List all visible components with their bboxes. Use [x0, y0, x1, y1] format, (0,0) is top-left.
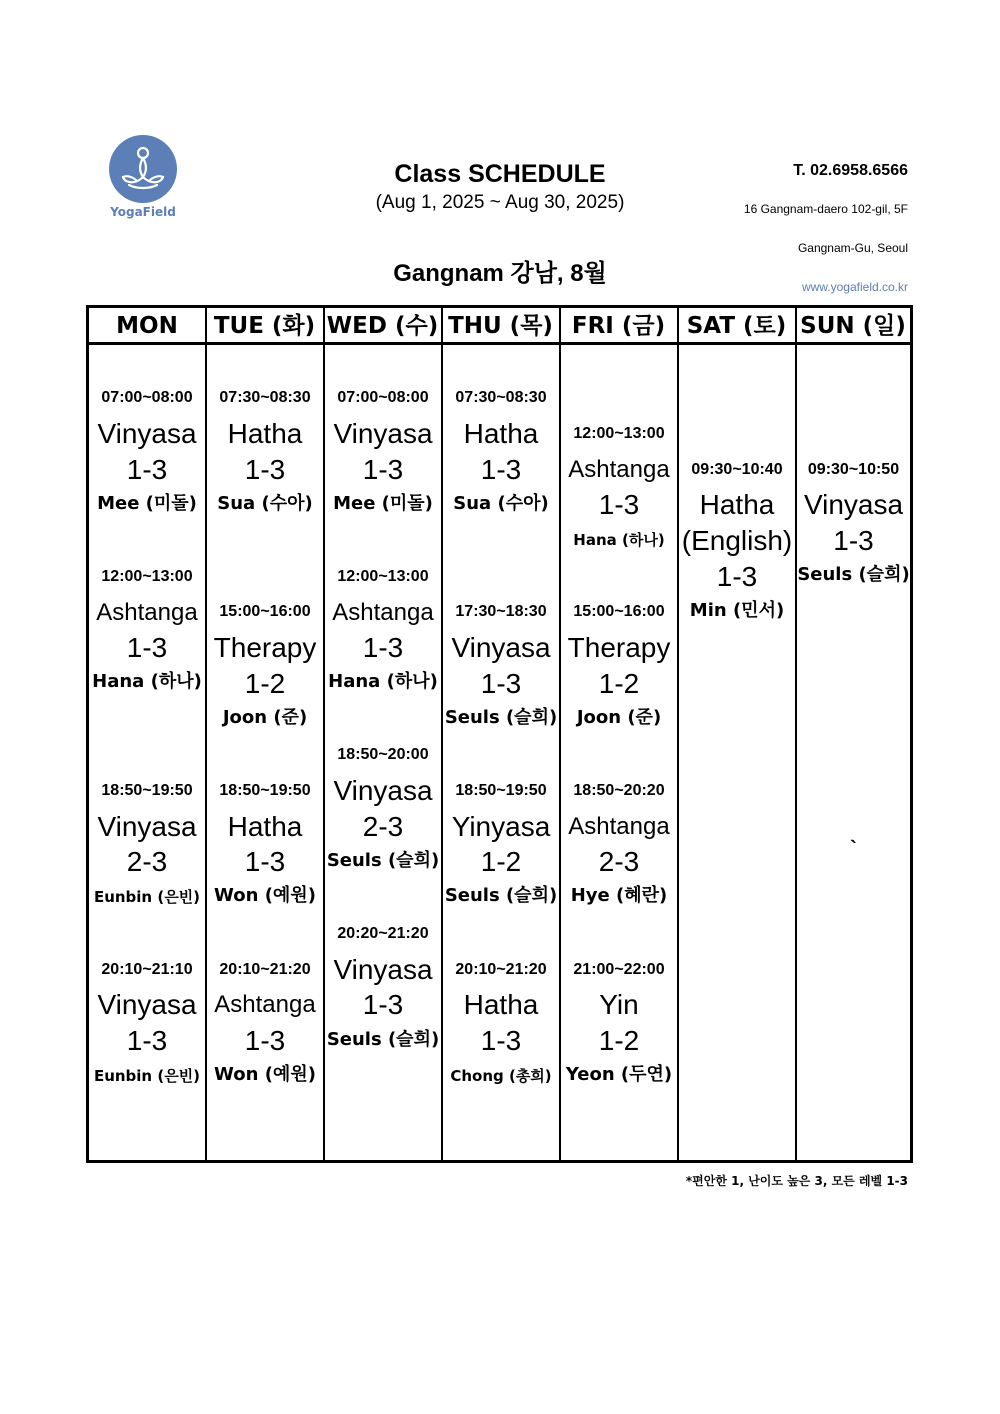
class-name: Vinyasa [803, 489, 904, 520]
class-time: 20:20~21:20 [337, 925, 429, 942]
class-instructor: Hana (하나) [328, 671, 438, 692]
phone-number: T. 02.6958.6566 [793, 162, 908, 179]
class-level: 1-3 [126, 454, 168, 485]
date-range: (Aug 1, 2025 ~ Aug 30, 2025) [375, 192, 625, 213]
class-level: 1-3 [480, 454, 522, 485]
class-level: 1-2 [598, 1025, 640, 1056]
class-name: Hatha [227, 811, 303, 842]
class-name: Ashtanga [214, 991, 316, 1018]
class-instructor: Seuls (슬희) [797, 564, 910, 585]
class-instructor: Joon (준) [576, 707, 662, 728]
class-name: Therapy [213, 632, 317, 663]
class-name: Vinyasa [333, 954, 433, 985]
class-instructor: Sua (수아) [217, 493, 313, 514]
class-time: 07:00~08:00 [101, 389, 193, 406]
class-instructor: Won (예원) [214, 885, 316, 906]
class-name: Ashtanga [332, 599, 434, 626]
class-level: 1-3 [126, 1025, 168, 1056]
class-time: 18:50~20:00 [337, 746, 429, 763]
class-name: Vinyasa [97, 989, 197, 1020]
class-time: 18:50~20:20 [573, 782, 665, 799]
address-line-2: Gangnam-Gu, Seoul [797, 241, 908, 255]
class-time: 12:00~13:00 [337, 568, 429, 585]
class-instructor: Hye (혜란) [570, 885, 668, 906]
class-name: Ashtanga [568, 813, 670, 840]
day-header-thu: THU (목) [448, 313, 553, 339]
class-time: 21:00~22:00 [573, 961, 665, 978]
class-time: 07:30~08:30 [219, 389, 311, 406]
class-level: 1-3 [716, 561, 758, 592]
class-name: Yinyasa [451, 811, 551, 842]
class-level: 1-3 [833, 525, 874, 556]
class-time: 15:00~16:00 [219, 603, 311, 620]
class-level: 2-3 [362, 811, 404, 842]
class-instructor: Hana (하나) [573, 531, 665, 549]
stray-mark: ` [850, 838, 857, 860]
class-instructor: Won (예원) [214, 1064, 316, 1085]
header-divider [89, 342, 910, 345]
class-level: 2-3 [126, 846, 168, 877]
level-footnote: *편안한 1, 난이도 높은 3, 모든 레벨 1-3 [685, 1174, 908, 1188]
column-divider [795, 308, 797, 1160]
class-name: Vinyasa [333, 775, 433, 806]
class-instructor: Hana (하나) [92, 671, 202, 692]
class-instructor: Joon (준) [222, 707, 308, 728]
address-line-1: 16 Gangnam-daero 102-gil, 5F [743, 202, 908, 216]
class-level: 1-2 [480, 846, 522, 877]
schedule-grid [86, 305, 913, 1163]
logo [100, 135, 186, 219]
class-instructor: Seuls (슬희) [326, 1029, 440, 1050]
class-name: Hatha [463, 989, 539, 1020]
column-divider [677, 308, 679, 1160]
class-time: 18:50~19:50 [219, 782, 311, 799]
class-time: 09:30~10:50 [807, 461, 900, 478]
day-header-wed: WED (수) [326, 313, 439, 339]
class-level: 2-3 [598, 846, 640, 877]
class-instructor: Min (민서) [689, 600, 785, 621]
class-time: 20:10~21:20 [455, 961, 547, 978]
class-name: Vinyasa [333, 418, 433, 449]
class-time: 20:10~21:10 [101, 961, 193, 978]
branch-name: Gangnam 강남, 8월 [393, 260, 607, 287]
day-header-sat: SAT (토) [686, 313, 787, 339]
day-header-mon: MON [116, 313, 178, 339]
class-level: 1-3 [480, 668, 522, 699]
class-instructor: Sua (수아) [453, 493, 549, 514]
class-name: Ashtanga [568, 456, 670, 483]
class-time: 12:00~13:00 [101, 568, 193, 585]
yoga-figure-icon [109, 135, 177, 203]
class-name: Yin [599, 989, 639, 1020]
class-name: Hatha [227, 418, 303, 449]
day-header-tue: TUE (화) [213, 313, 316, 339]
class-instructor: Seuls (슬희) [444, 707, 558, 728]
class-name: Vinyasa [97, 418, 197, 449]
class-level: 1-3 [362, 454, 404, 485]
class-time: 18:50~19:50 [101, 782, 193, 799]
class-instructor: Eunbin (은빈) [93, 888, 201, 906]
class-level: 1-3 [244, 1025, 286, 1056]
class-instructor: Seuls (슬희) [444, 885, 558, 906]
class-level: 1-3 [480, 1025, 522, 1056]
class-name: Hatha [463, 418, 539, 449]
class-level: 1-2 [244, 668, 286, 699]
class-time: 12:00~13:00 [573, 425, 665, 442]
class-name: Vinyasa [451, 632, 551, 663]
class-note: (English) [681, 525, 793, 556]
class-instructor: Chong (총희) [450, 1067, 552, 1085]
class-instructor: Seuls (슬희) [326, 850, 440, 871]
class-name: Ashtanga [96, 599, 198, 626]
class-level: 1-3 [362, 632, 404, 663]
class-name: Vinyasa [97, 811, 197, 842]
class-time: 07:30~08:30 [455, 389, 547, 406]
class-name: Hatha [699, 489, 775, 520]
class-level: 1-3 [244, 454, 286, 485]
class-instructor: Eunbin (은빈) [93, 1067, 201, 1085]
website-link[interactable]: www.yogafield.co.kr [801, 280, 908, 294]
day-header-fri: FRI (금) [571, 313, 666, 339]
class-instructor: Mee (미돌) [97, 493, 197, 514]
logo-wordmark: YogaField [110, 205, 176, 219]
class-time: 07:00~08:00 [337, 389, 429, 406]
class-level: 1-3 [244, 846, 286, 877]
class-level: 1-3 [362, 989, 404, 1020]
class-instructor: Mee (미돌) [333, 493, 433, 514]
class-time: 18:50~19:50 [455, 782, 547, 799]
day-header-sun: SUN (일) [800, 313, 906, 339]
class-time: 17:30~18:30 [455, 603, 547, 620]
class-instructor: Yeon (두연) [565, 1064, 673, 1085]
class-time: 20:10~21:20 [219, 961, 311, 978]
page-title: Class SCHEDULE [394, 160, 606, 188]
class-level: 1-3 [126, 632, 168, 663]
class-level: 1-3 [598, 489, 640, 520]
class-time: 15:00~16:00 [573, 603, 665, 620]
class-name: Therapy [567, 632, 671, 663]
class-level: 1-2 [598, 668, 640, 699]
class-time: 09:30~10:40 [691, 461, 783, 478]
